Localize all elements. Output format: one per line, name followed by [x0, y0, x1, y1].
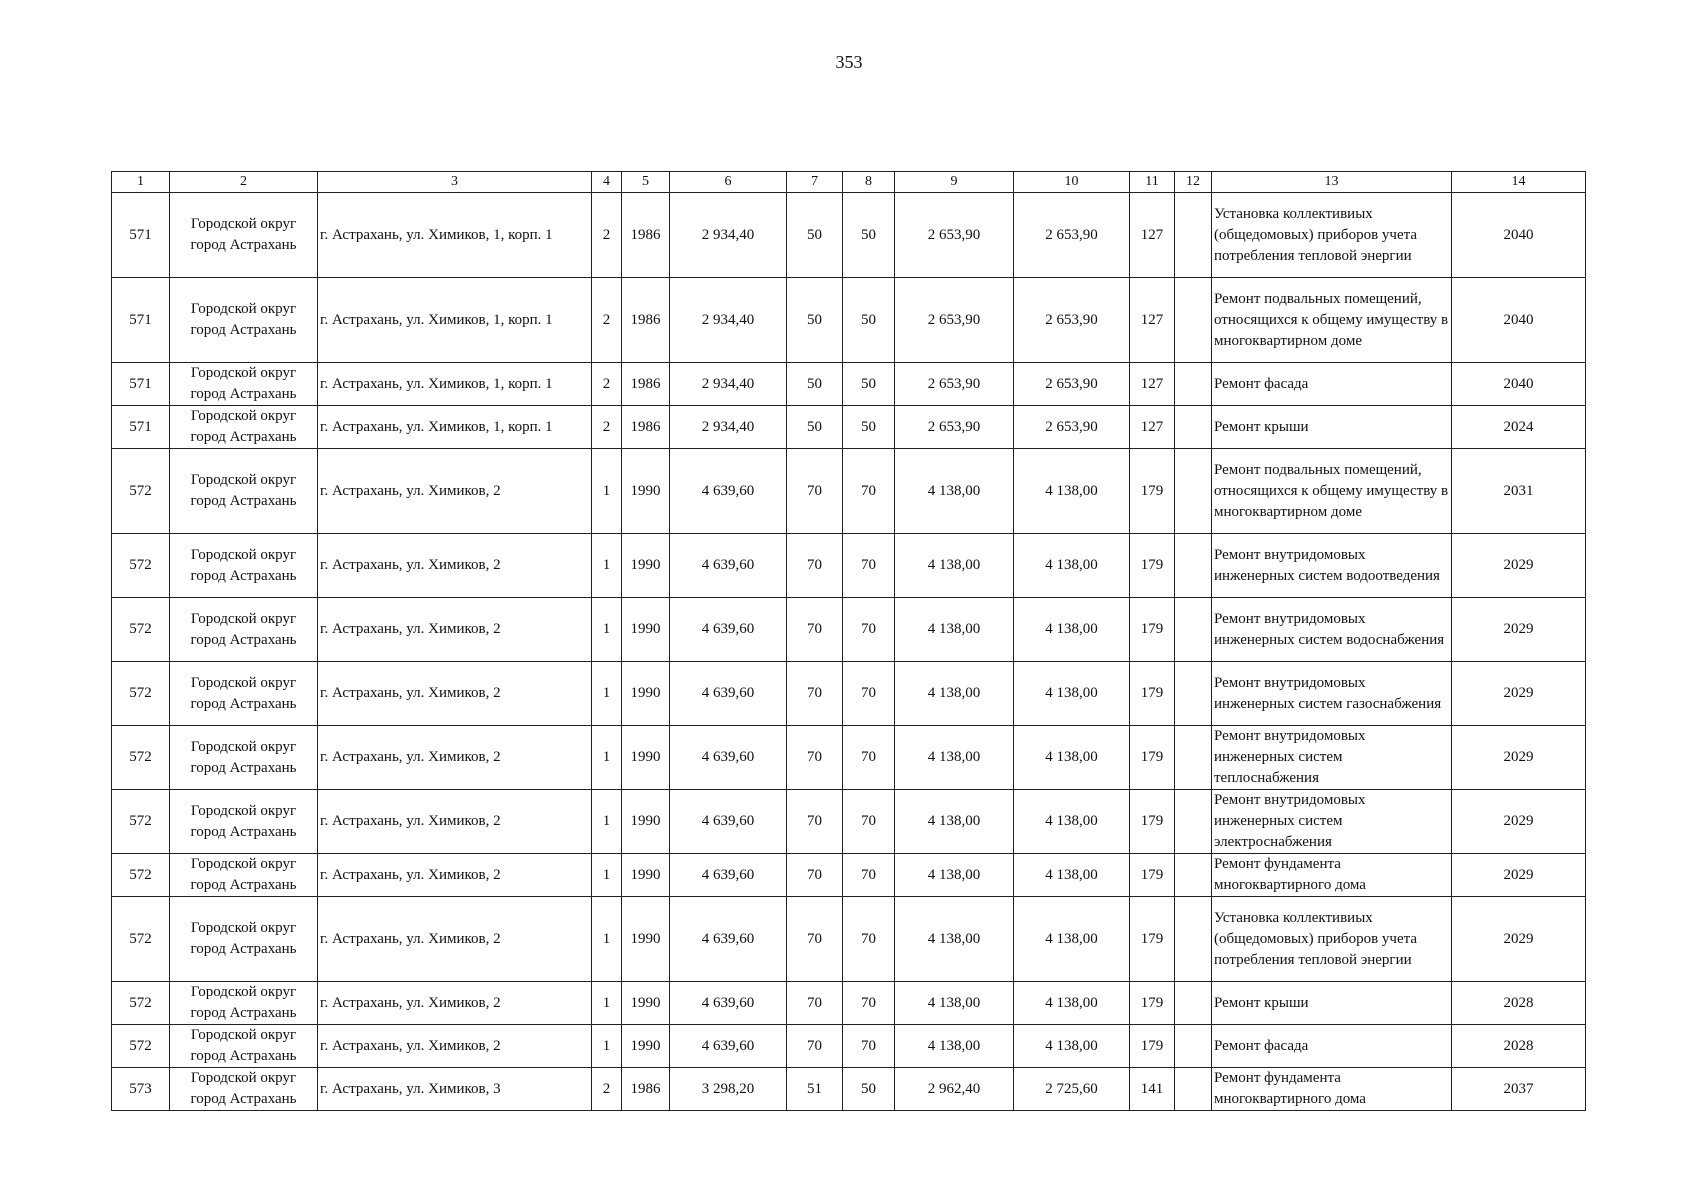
- cell-col-10: 4 138,00: [1014, 726, 1130, 790]
- cell-col-9: 4 138,00: [895, 662, 1014, 726]
- cell-col-11: 127: [1130, 193, 1175, 278]
- cell-col-14: 2040: [1452, 193, 1586, 278]
- cell-col-12: [1175, 449, 1212, 534]
- table-row: [112, 193, 1586, 278]
- cell-col-5: 1990: [622, 790, 670, 854]
- cell-col-4: 2: [592, 363, 622, 406]
- cell-col-7: 70: [787, 598, 843, 662]
- cell-col-6: 4 639,60: [670, 449, 787, 534]
- cell-col-13: Ремонт крыши: [1212, 982, 1452, 1025]
- cell-col-12: [1175, 854, 1212, 897]
- cell-col-9: 2 653,90: [895, 193, 1014, 278]
- cell-col-2: Городской округ город Астрахань: [170, 1025, 318, 1068]
- cell-col-10: 2 653,90: [1014, 278, 1130, 363]
- cell-col-7: 50: [787, 363, 843, 406]
- cell-col-2: Городской округ город Астрахань: [170, 662, 318, 726]
- cell-col-9: 2 653,90: [895, 406, 1014, 449]
- cell-col-10: 2 653,90: [1014, 406, 1130, 449]
- cell-col-10: 2 653,90: [1014, 363, 1130, 406]
- cell-col-14: 2029: [1452, 534, 1586, 598]
- cell-col-10: 4 138,00: [1014, 449, 1130, 534]
- column-header-11: 11: [1130, 172, 1175, 193]
- cell-col-7: 70: [787, 662, 843, 726]
- cell-col-4: 2: [592, 1068, 622, 1111]
- cell-col-13: Ремонт подвальных помещений, относящихся к общему имуществу в многоквартирном доме: [1212, 449, 1452, 534]
- table-header-row: [112, 172, 1586, 193]
- cell-col-9: 2 653,90: [895, 363, 1014, 406]
- cell-col-6: 2 934,40: [670, 406, 787, 449]
- cell-col-10: 4 138,00: [1014, 790, 1130, 854]
- column-header-9: 9: [895, 172, 1014, 193]
- cell-col-9: 2 962,40: [895, 1068, 1014, 1111]
- column-header-14: 14: [1452, 172, 1586, 193]
- cell-col-1: 572: [112, 598, 170, 662]
- cell-col-12: [1175, 790, 1212, 854]
- cell-col-3: г. Астрахань, ул. Химиков, 2: [318, 1025, 592, 1068]
- cell-col-8: 70: [843, 1025, 895, 1068]
- cell-col-12: [1175, 193, 1212, 278]
- cell-col-6: 4 639,60: [670, 726, 787, 790]
- cell-col-8: 50: [843, 1068, 895, 1111]
- cell-col-14: 2024: [1452, 406, 1586, 449]
- cell-col-6: 4 639,60: [670, 982, 787, 1025]
- column-header-6: 6: [670, 172, 787, 193]
- cell-col-9: 4 138,00: [895, 854, 1014, 897]
- cell-col-11: 179: [1130, 449, 1175, 534]
- table-row: [112, 1025, 1586, 1068]
- cell-col-14: 2029: [1452, 598, 1586, 662]
- cell-col-11: 179: [1130, 534, 1175, 598]
- cell-col-5: 1986: [622, 1068, 670, 1111]
- cell-col-7: 70: [787, 854, 843, 897]
- cell-col-10: 4 138,00: [1014, 1025, 1130, 1068]
- column-header-7: 7: [787, 172, 843, 193]
- cell-col-12: [1175, 278, 1212, 363]
- cell-col-2: Городской округ город Астрахань: [170, 449, 318, 534]
- cell-col-7: 50: [787, 406, 843, 449]
- cell-col-7: 50: [787, 278, 843, 363]
- table-row: [112, 982, 1586, 1025]
- cell-col-7: 70: [787, 449, 843, 534]
- cell-col-13: Ремонт крыши: [1212, 406, 1452, 449]
- column-header-13: 13: [1212, 172, 1452, 193]
- cell-col-2: Городской округ город Астрахань: [170, 193, 318, 278]
- cell-col-11: 179: [1130, 790, 1175, 854]
- cell-col-7: 70: [787, 1025, 843, 1068]
- cell-col-9: 4 138,00: [895, 982, 1014, 1025]
- cell-col-14: 2040: [1452, 278, 1586, 363]
- cell-col-3: г. Астрахань, ул. Химиков, 3: [318, 1068, 592, 1111]
- cell-col-13: Ремонт фундамента многоквартирного дома: [1212, 854, 1452, 897]
- table-row: [112, 449, 1586, 534]
- cell-col-13: Ремонт внутридомовых инженерных систем теплоснабжения: [1212, 726, 1452, 790]
- cell-col-6: 4 639,60: [670, 854, 787, 897]
- cell-col-14: 2029: [1452, 790, 1586, 854]
- cell-col-13: Ремонт фасада: [1212, 1025, 1452, 1068]
- cell-col-5: 1986: [622, 363, 670, 406]
- cell-col-1: 572: [112, 790, 170, 854]
- cell-col-8: 70: [843, 726, 895, 790]
- cell-col-10: 4 138,00: [1014, 534, 1130, 598]
- cell-col-2: Городской округ город Астрахань: [170, 1068, 318, 1111]
- cell-col-2: Городской округ город Астрахань: [170, 726, 318, 790]
- cell-col-13: Ремонт внутридомовых инженерных систем водоотведения: [1212, 534, 1452, 598]
- cell-col-1: 572: [112, 449, 170, 534]
- cell-col-3: г. Астрахань, ул. Химиков, 2: [318, 662, 592, 726]
- cell-col-11: 141: [1130, 1068, 1175, 1111]
- cell-col-2: Городской округ город Астрахань: [170, 790, 318, 854]
- cell-col-2: Городской округ город Астрахань: [170, 406, 318, 449]
- cell-col-7: 70: [787, 534, 843, 598]
- page-number: 353: [835, 52, 863, 72]
- table-row: [112, 726, 1586, 790]
- cell-col-14: 2029: [1452, 662, 1586, 726]
- cell-col-13: Ремонт фасада: [1212, 363, 1452, 406]
- cell-col-2: Городской округ город Астрахань: [170, 363, 318, 406]
- cell-col-11: 179: [1130, 1025, 1175, 1068]
- cell-col-4: 1: [592, 854, 622, 897]
- cell-col-7: 50: [787, 193, 843, 278]
- cell-col-10: 2 725,60: [1014, 1068, 1130, 1111]
- cell-col-6: 4 639,60: [670, 534, 787, 598]
- cell-col-1: 572: [112, 662, 170, 726]
- cell-col-4: 1: [592, 1025, 622, 1068]
- cell-col-13: Ремонт внутридомовых инженерных систем газоснабжения: [1212, 662, 1452, 726]
- cell-col-8: 70: [843, 449, 895, 534]
- cell-col-5: 1990: [622, 982, 670, 1025]
- cell-col-11: 179: [1130, 982, 1175, 1025]
- cell-col-4: 2: [592, 193, 622, 278]
- cell-col-12: [1175, 1068, 1212, 1111]
- cell-col-3: г. Астрахань, ул. Химиков, 2: [318, 982, 592, 1025]
- register-table: [111, 171, 1586, 1111]
- table-row: [112, 1068, 1586, 1111]
- cell-col-13: Установка коллективиых (общедомовых) приборов учета потребления тепловой энергии: [1212, 897, 1452, 982]
- cell-col-8: 70: [843, 662, 895, 726]
- cell-col-5: 1986: [622, 278, 670, 363]
- cell-col-11: 179: [1130, 854, 1175, 897]
- cell-col-14: 2028: [1452, 1025, 1586, 1068]
- cell-col-12: [1175, 662, 1212, 726]
- cell-col-2: Городской округ город Астрахань: [170, 982, 318, 1025]
- table-row: [112, 406, 1586, 449]
- cell-col-6: 4 639,60: [670, 662, 787, 726]
- cell-col-1: 572: [112, 1025, 170, 1068]
- cell-col-3: г. Астрахань, ул. Химиков, 1, корп. 1: [318, 363, 592, 406]
- cell-col-3: г. Астрахань, ул. Химиков, 2: [318, 534, 592, 598]
- cell-col-12: [1175, 726, 1212, 790]
- cell-col-2: Городской округ город Астрахань: [170, 897, 318, 982]
- cell-col-9: 4 138,00: [895, 598, 1014, 662]
- cell-col-4: 1: [592, 449, 622, 534]
- cell-col-2: Городской округ город Астрахань: [170, 534, 318, 598]
- cell-col-14: 2028: [1452, 982, 1586, 1025]
- cell-col-6: 2 934,40: [670, 193, 787, 278]
- cell-col-12: [1175, 897, 1212, 982]
- cell-col-4: 1: [592, 897, 622, 982]
- table-row: [112, 534, 1586, 598]
- column-header-4: 4: [592, 172, 622, 193]
- table-body: [112, 193, 1586, 1111]
- cell-col-1: 572: [112, 897, 170, 982]
- table-row: [112, 854, 1586, 897]
- cell-col-7: 51: [787, 1068, 843, 1111]
- cell-col-2: Городской округ город Астрахань: [170, 278, 318, 363]
- cell-col-8: 70: [843, 897, 895, 982]
- cell-col-5: 1990: [622, 598, 670, 662]
- cell-col-14: 2029: [1452, 897, 1586, 982]
- cell-col-1: 572: [112, 854, 170, 897]
- cell-col-6: 4 639,60: [670, 598, 787, 662]
- column-header-5: 5: [622, 172, 670, 193]
- cell-col-13: Ремонт внутридомовых инженерных систем водоснабжения: [1212, 598, 1452, 662]
- cell-col-9: 4 138,00: [895, 790, 1014, 854]
- cell-col-6: 3 298,20: [670, 1068, 787, 1111]
- cell-col-1: 571: [112, 278, 170, 363]
- cell-col-6: 4 639,60: [670, 790, 787, 854]
- cell-col-9: 4 138,00: [895, 534, 1014, 598]
- table-row: [112, 278, 1586, 363]
- cell-col-7: 70: [787, 982, 843, 1025]
- cell-col-4: 1: [592, 534, 622, 598]
- cell-col-5: 1990: [622, 662, 670, 726]
- column-header-10: 10: [1014, 172, 1130, 193]
- cell-col-4: 1: [592, 726, 622, 790]
- cell-col-6: 2 934,40: [670, 363, 787, 406]
- cell-col-9: 4 138,00: [895, 726, 1014, 790]
- cell-col-3: г. Астрахань, ул. Химиков, 2: [318, 897, 592, 982]
- cell-col-5: 1990: [622, 534, 670, 598]
- table-row: [112, 662, 1586, 726]
- cell-col-4: 2: [592, 278, 622, 363]
- column-header-3: 3: [318, 172, 592, 193]
- cell-col-10: 4 138,00: [1014, 854, 1130, 897]
- cell-col-10: 4 138,00: [1014, 897, 1130, 982]
- column-header-8: 8: [843, 172, 895, 193]
- cell-col-10: 2 653,90: [1014, 193, 1130, 278]
- cell-col-13: Ремонт фундамента многоквартирного дома: [1212, 1068, 1452, 1111]
- cell-col-4: 1: [592, 982, 622, 1025]
- cell-col-13: Установка коллективиых (общедомовых) приборов учета потребления тепловой энергии: [1212, 193, 1452, 278]
- cell-col-12: [1175, 363, 1212, 406]
- cell-col-5: 1990: [622, 1025, 670, 1068]
- cell-col-9: 2 653,90: [895, 278, 1014, 363]
- cell-col-5: 1986: [622, 193, 670, 278]
- cell-col-12: [1175, 598, 1212, 662]
- cell-col-1: 572: [112, 534, 170, 598]
- table-row: [112, 598, 1586, 662]
- cell-col-8: 70: [843, 534, 895, 598]
- cell-col-1: 572: [112, 726, 170, 790]
- cell-col-8: 50: [843, 193, 895, 278]
- cell-col-9: 4 138,00: [895, 897, 1014, 982]
- cell-col-11: 127: [1130, 278, 1175, 363]
- cell-col-3: г. Астрахань, ул. Химиков, 1, корп. 1: [318, 278, 592, 363]
- cell-col-8: 70: [843, 790, 895, 854]
- cell-col-14: 2031: [1452, 449, 1586, 534]
- cell-col-9: 4 138,00: [895, 449, 1014, 534]
- cell-col-5: 1990: [622, 449, 670, 534]
- cell-col-11: 127: [1130, 363, 1175, 406]
- cell-col-1: 572: [112, 982, 170, 1025]
- cell-col-3: г. Астрахань, ул. Химиков, 2: [318, 726, 592, 790]
- cell-col-4: 1: [592, 790, 622, 854]
- cell-col-3: г. Астрахань, ул. Химиков, 2: [318, 449, 592, 534]
- cell-col-8: 50: [843, 406, 895, 449]
- cell-col-6: 4 639,60: [670, 897, 787, 982]
- cell-col-10: 4 138,00: [1014, 982, 1130, 1025]
- cell-col-3: г. Астрахань, ул. Химиков, 2: [318, 790, 592, 854]
- cell-col-11: 127: [1130, 406, 1175, 449]
- table-row: [112, 363, 1586, 406]
- cell-col-12: [1175, 406, 1212, 449]
- column-header-2: 2: [170, 172, 318, 193]
- cell-col-2: Городской округ город Астрахань: [170, 854, 318, 897]
- cell-col-3: г. Астрахань, ул. Химиков, 2: [318, 854, 592, 897]
- cell-col-14: 2037: [1452, 1068, 1586, 1111]
- cell-col-1: 573: [112, 1068, 170, 1111]
- cell-col-6: 4 639,60: [670, 1025, 787, 1068]
- cell-col-7: 70: [787, 790, 843, 854]
- cell-col-11: 179: [1130, 726, 1175, 790]
- table-row: [112, 897, 1586, 982]
- cell-col-1: 571: [112, 363, 170, 406]
- cell-col-12: [1175, 1025, 1212, 1068]
- cell-col-3: г. Астрахань, ул. Химиков, 1, корп. 1: [318, 193, 592, 278]
- cell-col-8: 50: [843, 363, 895, 406]
- cell-col-2: Городской округ город Астрахань: [170, 598, 318, 662]
- cell-col-5: 1990: [622, 897, 670, 982]
- cell-col-7: 70: [787, 897, 843, 982]
- cell-col-5: 1990: [622, 854, 670, 897]
- cell-col-12: [1175, 534, 1212, 598]
- cell-col-14: 2040: [1452, 363, 1586, 406]
- cell-col-1: 571: [112, 406, 170, 449]
- cell-col-7: 70: [787, 726, 843, 790]
- cell-col-8: 70: [843, 854, 895, 897]
- cell-col-3: г. Астрахань, ул. Химиков, 2: [318, 598, 592, 662]
- column-header-1: 1: [112, 172, 170, 193]
- column-header-12: 12: [1175, 172, 1212, 193]
- cell-col-5: 1990: [622, 726, 670, 790]
- cell-col-8: 70: [843, 598, 895, 662]
- cell-col-4: 1: [592, 662, 622, 726]
- cell-col-8: 50: [843, 278, 895, 363]
- cell-col-5: 1986: [622, 406, 670, 449]
- cell-col-11: 179: [1130, 897, 1175, 982]
- cell-col-4: 1: [592, 598, 622, 662]
- table-row: [112, 790, 1586, 854]
- cell-col-11: 179: [1130, 598, 1175, 662]
- cell-col-10: 4 138,00: [1014, 662, 1130, 726]
- cell-col-6: 2 934,40: [670, 278, 787, 363]
- cell-col-14: 2029: [1452, 726, 1586, 790]
- cell-col-3: г. Астрахань, ул. Химиков, 1, корп. 1: [318, 406, 592, 449]
- cell-col-14: 2029: [1452, 854, 1586, 897]
- cell-col-13: Ремонт внутридомовых инженерных систем электроснабжения: [1212, 790, 1452, 854]
- cell-col-1: 571: [112, 193, 170, 278]
- cell-col-11: 179: [1130, 662, 1175, 726]
- cell-col-8: 70: [843, 982, 895, 1025]
- cell-col-9: 4 138,00: [895, 1025, 1014, 1068]
- cell-col-13: Ремонт подвальных помещений, относящихся к общему имуществу в многоквартирном доме: [1212, 278, 1452, 363]
- cell-col-4: 2: [592, 406, 622, 449]
- cell-col-12: [1175, 982, 1212, 1025]
- cell-col-10: 4 138,00: [1014, 598, 1130, 662]
